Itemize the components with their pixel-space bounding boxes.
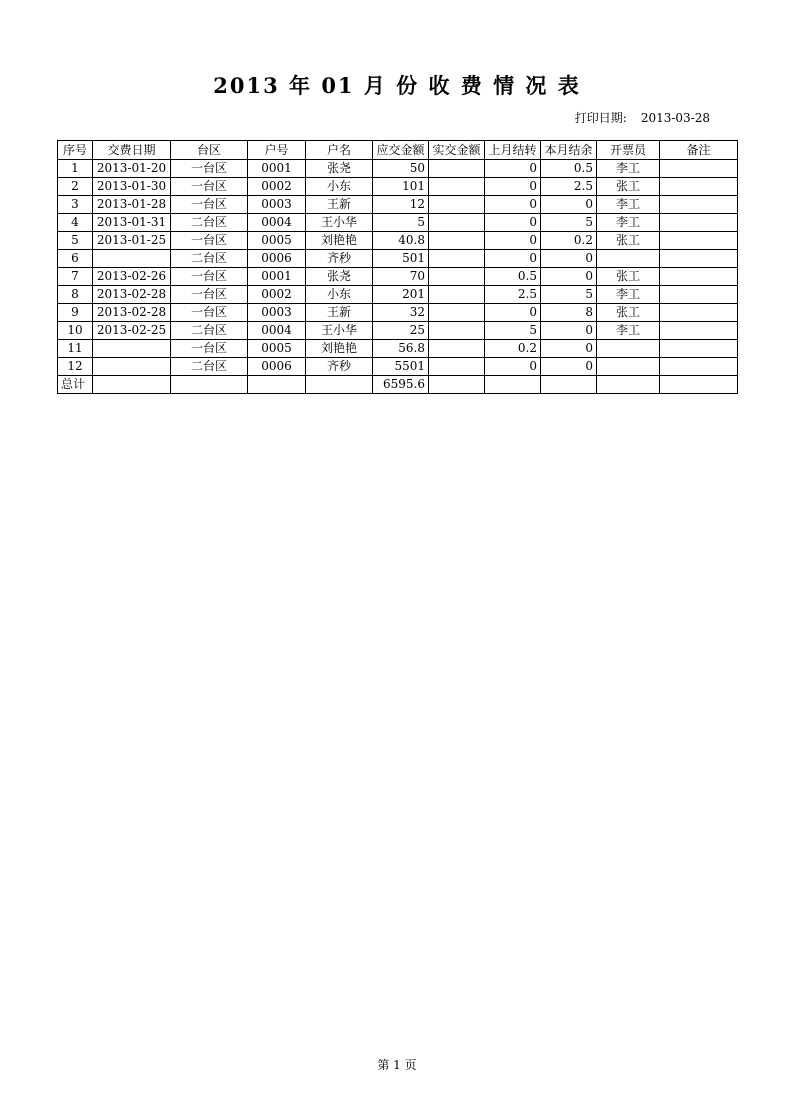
table-cell: 201: [373, 286, 429, 304]
table-cell: 王小华: [306, 214, 373, 232]
table-row: [58, 304, 738, 322]
total-row: [58, 376, 738, 394]
table-cell: 0: [485, 358, 541, 376]
table-cell: 二台区: [171, 322, 248, 340]
table-cell: 一台区: [171, 340, 248, 358]
table-cell: 0: [541, 322, 597, 340]
table-cell: 刘艳艳: [306, 232, 373, 250]
table-cell: 齐秒: [306, 250, 373, 268]
table-cell: 一台区: [171, 304, 248, 322]
table-cell: 张工: [597, 304, 660, 322]
table-cell: [93, 250, 171, 268]
table-cell: 2013-01-31: [93, 214, 171, 232]
table-cell: [541, 376, 597, 394]
table-cell: 50: [373, 160, 429, 178]
table-cell: [597, 376, 660, 394]
table-cell: 张工: [597, 268, 660, 286]
table-cell: 0001: [248, 268, 306, 286]
table-cell: 40.8: [373, 232, 429, 250]
table-cell: 张尧: [306, 268, 373, 286]
table-row: [58, 268, 738, 286]
table-cell: [660, 178, 738, 196]
table-cell: [660, 322, 738, 340]
table-cell: 11: [58, 340, 93, 358]
table-cell: [306, 376, 373, 394]
table-row: [58, 250, 738, 268]
table-cell: 70: [373, 268, 429, 286]
column-header: 应交金额: [373, 141, 429, 160]
table-cell: 李工: [597, 322, 660, 340]
table-cell: 0: [485, 304, 541, 322]
table-cell: 二台区: [171, 358, 248, 376]
table-cell: 0002: [248, 178, 306, 196]
table-cell: 小东: [306, 286, 373, 304]
table-cell: [93, 376, 171, 394]
table-cell: 张尧: [306, 160, 373, 178]
table-cell: 0002: [248, 286, 306, 304]
table-cell: 张工: [597, 178, 660, 196]
table-cell: 总计: [58, 376, 93, 394]
table-cell: 0: [485, 250, 541, 268]
table-cell: [429, 358, 485, 376]
table-cell: 4: [58, 214, 93, 232]
table-cell: [429, 178, 485, 196]
table-row: [58, 358, 738, 376]
table-cell: 0: [485, 178, 541, 196]
table-cell: [660, 358, 738, 376]
table-cell: [429, 160, 485, 178]
table-cell: [429, 196, 485, 214]
table-cell: 0.5: [485, 268, 541, 286]
table-cell: 0: [485, 196, 541, 214]
table-row: [58, 214, 738, 232]
table-cell: [248, 376, 306, 394]
column-header: 本月结余: [541, 141, 597, 160]
table-row: [58, 322, 738, 340]
table-cell: [429, 286, 485, 304]
table-cell: 2.5: [485, 286, 541, 304]
table-cell: 5: [541, 286, 597, 304]
table-cell: 0: [485, 160, 541, 178]
table-cell: [597, 358, 660, 376]
table-cell: 5: [58, 232, 93, 250]
table-cell: [429, 322, 485, 340]
table-cell: 9: [58, 304, 93, 322]
table-cell: 7: [58, 268, 93, 286]
table-cell: [660, 160, 738, 178]
table-cell: 101: [373, 178, 429, 196]
table-cell: 5: [485, 322, 541, 340]
table-row: [58, 232, 738, 250]
table-cell: 2013-01-25: [93, 232, 171, 250]
table-cell: [93, 358, 171, 376]
table-cell: 一台区: [171, 160, 248, 178]
table-cell: [660, 304, 738, 322]
table-cell: 2013-01-28: [93, 196, 171, 214]
table-cell: 5501: [373, 358, 429, 376]
table-cell: 0: [541, 196, 597, 214]
table-cell: 2: [58, 178, 93, 196]
table-cell: 李工: [597, 160, 660, 178]
table-cell: 小东: [306, 178, 373, 196]
table-cell: 0003: [248, 196, 306, 214]
table-cell: 0: [541, 268, 597, 286]
table-cell: 6: [58, 250, 93, 268]
table-cell: [429, 376, 485, 394]
table-cell: [597, 340, 660, 358]
table-header-row: [58, 141, 738, 160]
table-cell: 李工: [597, 286, 660, 304]
table-cell: 2013-02-25: [93, 322, 171, 340]
table-cell: [485, 376, 541, 394]
table-cell: 0003: [248, 304, 306, 322]
table-cell: [660, 340, 738, 358]
table-cell: [660, 268, 738, 286]
table-cell: 501: [373, 250, 429, 268]
column-header: 户名: [306, 141, 373, 160]
table-cell: 0.2: [485, 340, 541, 358]
table-cell: 一台区: [171, 232, 248, 250]
table-row: [58, 286, 738, 304]
column-header: 上月结转: [485, 141, 541, 160]
table-cell: 8: [541, 304, 597, 322]
table-cell: 0.5: [541, 160, 597, 178]
table-cell: 0.2: [541, 232, 597, 250]
table-cell: 0004: [248, 322, 306, 340]
table-row: [58, 196, 738, 214]
table-row: [58, 178, 738, 196]
table-cell: 0: [541, 250, 597, 268]
table-cell: 0: [485, 214, 541, 232]
table-cell: 二台区: [171, 214, 248, 232]
table-cell: 2013-02-28: [93, 304, 171, 322]
table-cell: 0006: [248, 358, 306, 376]
table-cell: 张工: [597, 232, 660, 250]
table-cell: 李工: [597, 214, 660, 232]
print-date: [575, 109, 710, 126]
table-cell: 0: [541, 358, 597, 376]
table-cell: 一台区: [171, 178, 248, 196]
table-cell: [660, 250, 738, 268]
table-cell: 12: [58, 358, 93, 376]
table-cell: 王新: [306, 304, 373, 322]
table-cell: 3: [58, 196, 93, 214]
table-cell: [429, 268, 485, 286]
table-cell: 56.8: [373, 340, 429, 358]
table-cell: 一台区: [171, 286, 248, 304]
table-row: [58, 160, 738, 178]
table-cell: 8: [58, 286, 93, 304]
table-cell: 王新: [306, 196, 373, 214]
column-header: 开票员: [597, 141, 660, 160]
column-header: 户号: [248, 141, 306, 160]
table-cell: [429, 304, 485, 322]
table-cell: 6595.6: [373, 376, 429, 394]
table-cell: 一台区: [171, 196, 248, 214]
page-title: 2013 年 01 月 份 收 费 情 况 表: [213, 73, 581, 98]
column-header: 实交金额: [429, 141, 485, 160]
table-cell: [429, 214, 485, 232]
table-cell: 2013-01-30: [93, 178, 171, 196]
table-cell: [660, 376, 738, 394]
table-cell: 0005: [248, 340, 306, 358]
column-header: 台区: [171, 141, 248, 160]
print-date-value: 2013-03-28: [640, 111, 710, 125]
column-header: 交费日期: [93, 141, 171, 160]
table-cell: 王小华: [306, 322, 373, 340]
table-cell: 0001: [248, 160, 306, 178]
table-cell: 2.5: [541, 178, 597, 196]
column-header: 序号: [58, 141, 93, 160]
table-cell: [429, 232, 485, 250]
print-date-label: 打印日期:: [574, 111, 627, 125]
table-cell: 2013-02-26: [93, 268, 171, 286]
table-cell: [660, 214, 738, 232]
table-cell: 12: [373, 196, 429, 214]
table-cell: [660, 286, 738, 304]
table-cell: 1: [58, 160, 93, 178]
table-cell: [597, 250, 660, 268]
table-row: [58, 340, 738, 358]
table-cell: 0005: [248, 232, 306, 250]
column-header: 备注: [660, 141, 738, 160]
table-cell: 一台区: [171, 268, 248, 286]
table-cell: 25: [373, 322, 429, 340]
page-number: 第 1 页: [377, 1058, 417, 1072]
table-cell: 5: [541, 214, 597, 232]
fee-table: [57, 140, 738, 394]
table-cell: 刘艳艳: [306, 340, 373, 358]
table-cell: 齐秒: [306, 358, 373, 376]
table-cell: 0006: [248, 250, 306, 268]
table-cell: 10: [58, 322, 93, 340]
table-cell: 0: [541, 340, 597, 358]
table-cell: [660, 196, 738, 214]
table-cell: [93, 340, 171, 358]
table-cell: 5: [373, 214, 429, 232]
table-cell: 2013-02-28: [93, 286, 171, 304]
table-cell: 二台区: [171, 250, 248, 268]
table-cell: [171, 376, 248, 394]
table-cell: 李工: [597, 196, 660, 214]
table-cell: 0: [485, 232, 541, 250]
table-cell: 32: [373, 304, 429, 322]
table-cell: 2013-01-20: [93, 160, 171, 178]
table-cell: [660, 232, 738, 250]
table-cell: [429, 340, 485, 358]
table-cell: 0004: [248, 214, 306, 232]
table-cell: [429, 250, 485, 268]
